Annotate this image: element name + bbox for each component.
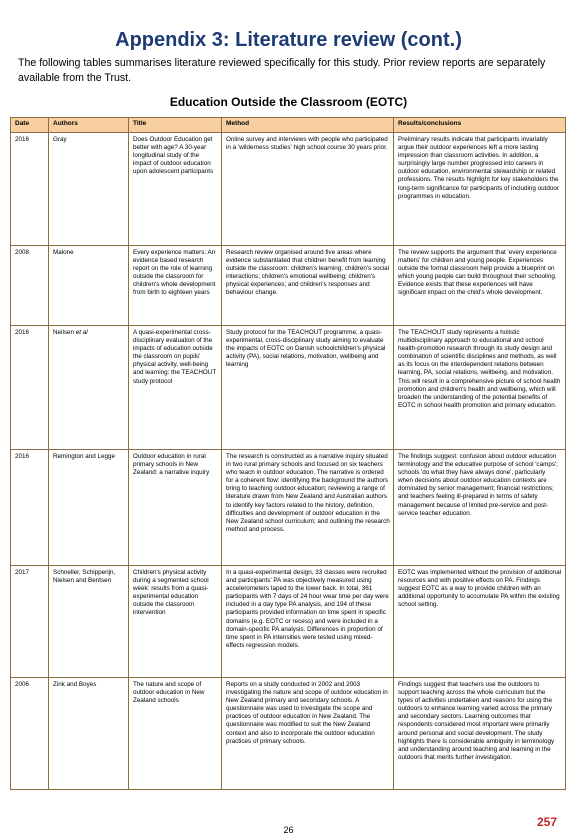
cell-authors: Remington and Legge [49, 450, 129, 566]
cell-method: Study protocol for the TEACHOUT programme, a quasi-experimental, cross-disciplinary study aiming to evaluate the impacts of EOTC on Danish schoolchildren's physical activity (PA), social relations, motivation, wellbeing and learning [222, 326, 394, 450]
table-row [11, 133, 566, 246]
cell-results: The findings suggest: confusion about outdoor education terminology and the educative purpose of school 'camps'; schools 'do what they have always done', particularly when decisions about outdoor education contexts are dominated by senior management; financial restrictions; and teachers feeling ill-prepared in terms of safety management because of limited pre-service and post-service teacher education. [394, 450, 566, 566]
cell-authors: Malone [49, 246, 129, 326]
cell-date: 2016 [11, 133, 49, 246]
cell-authors [49, 326, 129, 450]
intro-paragraph: The following tables summarises literature reviewed specifically for this study. Prior review reports are separately available from the Trust. [18, 57, 546, 84]
cell-date: 2006 [11, 678, 49, 790]
cell-authors: Zink and Boyes [49, 678, 129, 790]
cell-results: The TEACHOUT study represents a holistic multidisciplinary approach to educational and school health-promotion research through its study design and combination of scientific disciplines and methods, as well as its focus on the interdependent relations between learning, PA, social relations, wellbeing, and motivation. This will result in a comprehensive picture of school health promotion and children's health and wellbeing, which will broaden the understanding of the potential benefits of EOTC in school health promotion and primary education. [394, 326, 566, 450]
cell-results: The review supports the argument that 'every experience matters' for children and young people. Experiences outside the formal classroom help provide a blueprint on which young people can build throughout their schooling. Evidence exists that these experiences will have significant impact on the child's whole development. [394, 246, 566, 326]
cell-title: A quasi-experimental cross-disciplinary evaluation of the impacts of education outside the classroom on pupils' physical activity, well-being and learning: the TEACHOUT study protocol [129, 326, 222, 450]
table-row [11, 450, 566, 566]
literature-table [10, 117, 566, 790]
cell-title: Does Outdoor Education get better with age? A 30-year longitudinal study of the impact of outdoor education upon adolescent participants [129, 133, 222, 246]
cell-title: The nature and scope of outdoor education in New Zealand schools [129, 678, 222, 790]
cell-results: Findings suggest that teachers use the outdoors to support teaching across the whole curriculum but the types of activities undertaken and reasons for using the outdoors to enhance learning varied across the primary and secondary sectors. Learning outcomes that respondents considered most important were primarily around personal and social development. The study highlights there is considerable ambiguity in terminology and understanding around teaching and learning in the outdoors that merits further investigation. [394, 678, 566, 790]
cell-method: Online survey and interviews with people who participated in a 'wilderness studies' high school course 30 years prior. [222, 133, 394, 246]
cell-method: The research is constructed as a narrative inquiry situated in two rural primary schools and focused on six teachers who teach in outdoor education. The narrative is ordered for a coherent flow: identifying the background the authors bring to teaching outdoor education; reviewing a range of literature drawn from New Zealand and Australian authors to identify key factors related to the history, definition, difficulties and development of outdoor education in the New Zealand school curriculum; and outlining the research method and process. [222, 450, 394, 566]
cell-title: Every experience matters: An evidence based research report on the role of learning outside the classroom for children's whole development from birth to eighteen years [129, 246, 222, 326]
cell-method: Research review organised around five areas where evidence substantiated that children benefit from learning outside the classroom: children's learning; children's social interactions; children's emotional wellbeing; children's physical experiences; and children's responses and behaviour change. [222, 246, 394, 326]
page-number: 26 [283, 825, 294, 835]
column-header-method: Method [222, 118, 394, 133]
cell-date: 2016 [11, 450, 49, 566]
section-title: Education Outside the Classroom (EOTC) [169, 95, 408, 109]
cell-date: 2008 [11, 246, 49, 326]
table-row [11, 326, 566, 450]
cell-results: EOTC was implemented without the provision of additional resources and with positive effects on PA. Findings suggest EOTC as a way to provide children with an additional opportunity to accumulate PA within the existing school setting. [394, 566, 566, 678]
table-row [11, 246, 566, 326]
cell-date: 2017 [11, 566, 49, 678]
cell-date: 2016 [11, 326, 49, 450]
cell-results: Preliminary results indicate that participants invariably argue their outdoor experiences left a more lasting impression than classroom activities. In addition, a surprisingly large number progressed into careers in outdoor education, environmental stewardship or related professions. The results highlight for key stakeholders the long-term significance for participants of including outdoor programmes in education. [394, 133, 566, 246]
column-header-results: Results/conclusions [394, 118, 566, 133]
table-row [11, 566, 566, 678]
section-page-number: 257 [536, 815, 557, 829]
column-header-title: Title [129, 118, 222, 133]
column-header-authors: Authors [49, 118, 129, 133]
column-header-date: Date [11, 118, 49, 133]
page-title: Appendix 3: Literature review (cont.) [115, 29, 462, 51]
cell-title: Children's physical activity during a segmented school week: results from a quasi-experimental education outside the classroom intervention [129, 566, 222, 678]
cell-method: In a quasi-experimental design, 33 classes were recruited and participants' PA was objectively measured using accelerometers taped to the lower back. In total, 361 participants with 7 days of 24 hour wear time per day were included in a day type PA analysis, and 194 of these participants provided information on time spent in specific domains (e.g. EOTC or recess) and were included in a domain-specific PA analysis. Differences in proportion of time spent in PA intensities were tested using mixed-effects regression models. [222, 566, 394, 678]
authors-name: Neilsen et al [53, 329, 88, 336]
cell-authors: Schneller, Schipperijn, Nielsen and Bentsen [49, 566, 129, 678]
cell-method: Reports on a study conducted in 2002 and 2003 investigating the nature and scope of outdoor education in New Zealand primary and secondary schools. A questionnaire was used to investigate the scope and practices of outdoor education in New Zealand. The questionnaire was modified to suit the New Zealand context and also to incorporate the outdoor education practices of primary schools. [222, 678, 394, 790]
cell-authors: Gray [49, 133, 129, 246]
table-row [11, 678, 566, 790]
table-header-row [11, 118, 566, 133]
cell-title: Outdoor education in rural primary schools in New Zealand: a narrative inquiry [129, 450, 222, 566]
